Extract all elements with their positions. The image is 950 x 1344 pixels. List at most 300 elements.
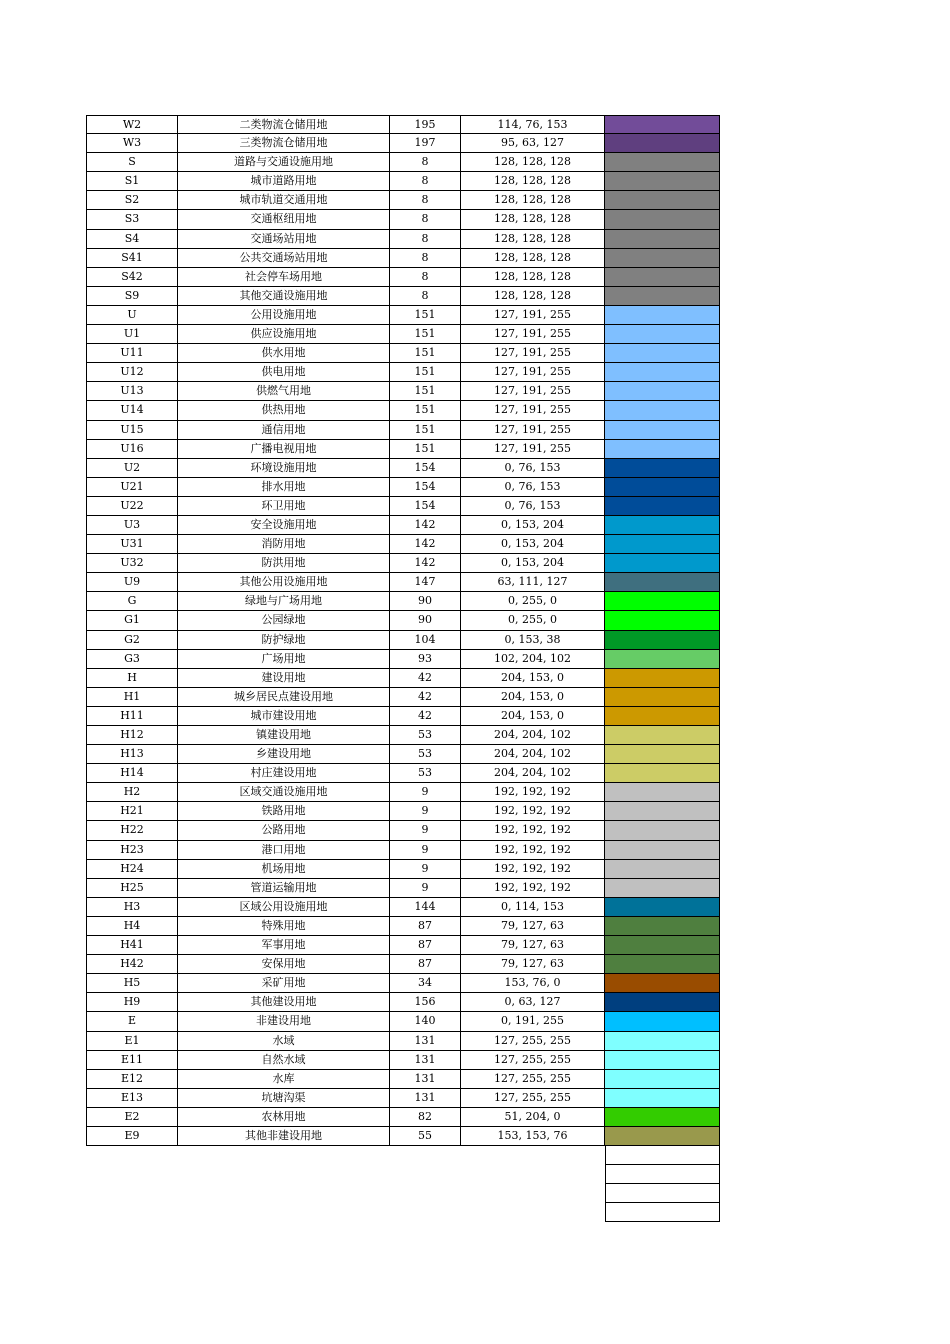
rgb-value-cell[interactable]: 51, 204, 0 (461, 1108, 605, 1127)
land-code-cell[interactable]: U (86, 306, 178, 325)
land-code-cell[interactable]: W2 (86, 115, 178, 134)
table-row (86, 1012, 720, 1031)
land-name-cell[interactable]: 城市轨道交通用地 (178, 191, 390, 210)
table-row (86, 1108, 720, 1127)
table-row (86, 516, 720, 535)
color-swatch-cell[interactable] (605, 172, 720, 191)
land-name-cell[interactable]: 镇建设用地 (178, 726, 390, 745)
color-index-cell[interactable]: 151 (390, 363, 461, 382)
table-row (86, 172, 720, 191)
land-code-cell[interactable]: S41 (86, 249, 178, 268)
color-index-cell[interactable]: 82 (390, 1108, 461, 1127)
land-code-cell[interactable]: G1 (86, 611, 178, 630)
land-name-cell[interactable]: 军事用地 (178, 936, 390, 955)
land-code-cell[interactable]: H21 (86, 802, 178, 821)
color-index-cell[interactable]: 90 (390, 592, 461, 611)
color-index-cell[interactable]: 8 (390, 230, 461, 249)
land-code-cell[interactable]: U11 (86, 344, 178, 363)
land-code-cell[interactable]: W3 (86, 134, 178, 153)
color-index-cell[interactable]: 9 (390, 783, 461, 802)
color-swatch-cell[interactable] (605, 478, 720, 497)
rgb-value-cell[interactable]: 127, 191, 255 (461, 363, 605, 382)
land-code-cell[interactable]: H4 (86, 917, 178, 936)
color-index-cell[interactable]: 195 (390, 115, 461, 134)
land-name-cell[interactable]: 供热用地 (178, 401, 390, 420)
color-index-cell[interactable]: 8 (390, 268, 461, 287)
land-name-cell[interactable]: 城市道路用地 (178, 172, 390, 191)
color-swatch-cell[interactable] (605, 325, 720, 344)
table-row (86, 898, 720, 917)
land-name-cell[interactable]: 建设用地 (178, 669, 390, 688)
land-code-cell[interactable]: U3 (86, 516, 178, 535)
color-swatch-cell[interactable] (605, 421, 720, 440)
color-swatch-cell[interactable] (605, 1051, 720, 1070)
color-index-cell[interactable]: 151 (390, 306, 461, 325)
land-name-cell[interactable]: 广场用地 (178, 650, 390, 669)
color-index-cell[interactable]: 131 (390, 1089, 461, 1108)
color-swatch-cell[interactable] (605, 936, 720, 955)
color-index-cell[interactable]: 34 (390, 974, 461, 993)
land-code-cell[interactable]: H12 (86, 726, 178, 745)
color-swatch-cell[interactable] (605, 268, 720, 287)
blank-swatch-rows (86, 1146, 720, 1222)
blank-spacer (86, 1165, 605, 1184)
table-row (86, 860, 720, 879)
land-name-cell[interactable]: 三类物流仓储用地 (178, 134, 390, 153)
color-swatch-cell[interactable] (605, 669, 720, 688)
color-swatch-cell[interactable] (605, 821, 720, 840)
land-code-cell[interactable]: U12 (86, 363, 178, 382)
blank-row (86, 1146, 720, 1165)
land-name-cell[interactable]: 供电用地 (178, 363, 390, 382)
land-name-cell[interactable]: 乡建设用地 (178, 745, 390, 764)
table-row (86, 401, 720, 420)
color-swatch-cell[interactable] (605, 554, 720, 573)
color-swatch-cell[interactable] (605, 516, 720, 535)
empty-swatch-cell[interactable] (605, 1146, 720, 1165)
rgb-value-cell[interactable]: 0, 63, 127 (461, 993, 605, 1012)
land-name-cell[interactable]: 公路用地 (178, 821, 390, 840)
rgb-value-cell[interactable]: 127, 191, 255 (461, 382, 605, 401)
rgb-value-cell[interactable]: 0, 153, 38 (461, 631, 605, 650)
land-name-cell[interactable]: 道路与交通设施用地 (178, 153, 390, 172)
color-index-cell[interactable]: 142 (390, 516, 461, 535)
land-code-cell[interactable]: E13 (86, 1089, 178, 1108)
color-index-cell[interactable]: 9 (390, 860, 461, 879)
land-code-cell[interactable]: H11 (86, 707, 178, 726)
rgb-value-cell[interactable]: 128, 128, 128 (461, 249, 605, 268)
color-index-cell[interactable]: 87 (390, 917, 461, 936)
color-swatch-cell[interactable] (605, 153, 720, 172)
land-code-cell[interactable]: U2 (86, 459, 178, 478)
rgb-value-cell[interactable]: 127, 191, 255 (461, 401, 605, 420)
table-row (86, 554, 720, 573)
land-code-cell[interactable]: E (86, 1012, 178, 1031)
land-code-cell[interactable]: U9 (86, 573, 178, 592)
land-code-cell[interactable]: H23 (86, 841, 178, 860)
color-index-cell[interactable]: 8 (390, 191, 461, 210)
rgb-value-cell[interactable]: 192, 192, 192 (461, 860, 605, 879)
land-name-cell[interactable]: 其他非建设用地 (178, 1127, 390, 1146)
color-swatch-cell[interactable] (605, 363, 720, 382)
color-index-cell[interactable]: 154 (390, 459, 461, 478)
land-name-cell[interactable]: 安保用地 (178, 955, 390, 974)
table-row (86, 153, 720, 172)
land-name-cell[interactable]: 通信用地 (178, 421, 390, 440)
blank-spacer (86, 1146, 605, 1165)
rgb-value-cell[interactable]: 204, 204, 102 (461, 745, 605, 764)
rgb-value-cell[interactable]: 79, 127, 63 (461, 955, 605, 974)
land-code-cell[interactable]: G3 (86, 650, 178, 669)
land-name-cell[interactable]: 社会停车场用地 (178, 268, 390, 287)
color-swatch-cell[interactable] (605, 917, 720, 936)
color-index-cell[interactable]: 151 (390, 421, 461, 440)
land-code-cell[interactable]: U22 (86, 497, 178, 516)
color-index-cell[interactable]: 131 (390, 1032, 461, 1051)
land-code-cell[interactable]: S (86, 153, 178, 172)
table-row (86, 1127, 720, 1146)
rgb-value-cell[interactable]: 128, 128, 128 (461, 191, 605, 210)
color-index-cell[interactable]: 8 (390, 210, 461, 229)
land-name-cell[interactable]: 防洪用地 (178, 554, 390, 573)
color-swatch-cell[interactable] (605, 344, 720, 363)
table-row (86, 879, 720, 898)
land-code-cell[interactable]: G2 (86, 631, 178, 650)
rgb-value-cell[interactable]: 128, 128, 128 (461, 172, 605, 191)
land-name-cell[interactable]: 管道运输用地 (178, 879, 390, 898)
table-row (86, 631, 720, 650)
land-name-cell[interactable]: 排水用地 (178, 478, 390, 497)
land-code-cell[interactable]: U1 (86, 325, 178, 344)
color-index-cell[interactable]: 53 (390, 745, 461, 764)
color-swatch-cell[interactable] (605, 764, 720, 783)
rgb-value-cell[interactable]: 0, 191, 255 (461, 1012, 605, 1031)
color-index-cell[interactable]: 151 (390, 440, 461, 459)
land-name-cell[interactable]: 供燃气用地 (178, 382, 390, 401)
land-code-cell[interactable]: E9 (86, 1127, 178, 1146)
color-index-cell[interactable]: 90 (390, 611, 461, 630)
empty-swatch-cell[interactable] (605, 1203, 720, 1222)
color-index-cell[interactable]: 87 (390, 955, 461, 974)
land-name-cell[interactable]: 水域 (178, 1032, 390, 1051)
land-name-cell[interactable]: 交通枢纽用地 (178, 210, 390, 229)
rgb-value-cell[interactable]: 102, 204, 102 (461, 650, 605, 669)
rgb-value-cell[interactable]: 0, 153, 204 (461, 554, 605, 573)
land-name-cell[interactable]: 坑塘沟渠 (178, 1089, 390, 1108)
color-swatch-cell[interactable] (605, 802, 720, 821)
color-index-cell[interactable]: 8 (390, 287, 461, 306)
color-swatch-cell[interactable] (605, 401, 720, 420)
rgb-value-cell[interactable]: 127, 191, 255 (461, 440, 605, 459)
color-swatch-cell[interactable] (605, 115, 720, 134)
rgb-value-cell[interactable]: 128, 128, 128 (461, 230, 605, 249)
land-code-cell[interactable]: U16 (86, 440, 178, 459)
land-code-cell[interactable]: H42 (86, 955, 178, 974)
color-swatch-cell[interactable] (605, 382, 720, 401)
land-name-cell[interactable]: 交通场站用地 (178, 230, 390, 249)
color-swatch-cell[interactable] (605, 955, 720, 974)
land-name-cell[interactable]: 二类物流仓储用地 (178, 115, 390, 134)
land-code-cell[interactable]: H9 (86, 993, 178, 1012)
rgb-value-cell[interactable]: 128, 128, 128 (461, 268, 605, 287)
color-index-cell[interactable]: 55 (390, 1127, 461, 1146)
land-name-cell[interactable]: 消防用地 (178, 535, 390, 554)
color-index-cell[interactable]: 131 (390, 1070, 461, 1089)
rgb-value-cell[interactable]: 127, 191, 255 (461, 344, 605, 363)
color-swatch-cell[interactable] (605, 783, 720, 802)
land-code-cell[interactable]: U21 (86, 478, 178, 497)
color-swatch-cell[interactable] (605, 1108, 720, 1127)
rgb-value-cell[interactable]: 128, 128, 128 (461, 153, 605, 172)
color-index-cell[interactable]: 42 (390, 688, 461, 707)
land-name-cell[interactable]: 环境设施用地 (178, 459, 390, 478)
rgb-value-cell[interactable]: 204, 204, 102 (461, 726, 605, 745)
color-swatch-cell[interactable] (605, 191, 720, 210)
color-index-cell[interactable]: 154 (390, 497, 461, 516)
color-index-cell[interactable]: 93 (390, 650, 461, 669)
land-name-cell[interactable]: 村庄建设用地 (178, 764, 390, 783)
land-code-cell[interactable]: H1 (86, 688, 178, 707)
land-name-cell[interactable]: 安全设施用地 (178, 516, 390, 535)
land-use-color-table (86, 115, 720, 1222)
color-index-cell[interactable]: 9 (390, 821, 461, 840)
color-swatch-cell[interactable] (605, 993, 720, 1012)
color-swatch-cell[interactable] (605, 611, 720, 630)
color-swatch-cell[interactable] (605, 650, 720, 669)
rgb-value-cell[interactable]: 192, 192, 192 (461, 783, 605, 802)
rgb-value-cell[interactable]: 204, 153, 0 (461, 707, 605, 726)
land-name-cell[interactable]: 城市建设用地 (178, 707, 390, 726)
land-name-cell[interactable]: 区域交通设施用地 (178, 783, 390, 802)
color-index-cell[interactable]: 142 (390, 554, 461, 573)
color-swatch-cell[interactable] (605, 1070, 720, 1089)
color-index-cell[interactable]: 140 (390, 1012, 461, 1031)
color-swatch-cell[interactable] (605, 860, 720, 879)
rgb-value-cell[interactable]: 153, 153, 76 (461, 1127, 605, 1146)
color-index-cell[interactable]: 8 (390, 249, 461, 268)
rgb-value-cell[interactable]: 114, 76, 153 (461, 115, 605, 134)
rgb-value-cell[interactable]: 127, 191, 255 (461, 306, 605, 325)
land-code-cell[interactable]: H13 (86, 745, 178, 764)
color-index-cell[interactable]: 9 (390, 879, 461, 898)
table-row (86, 783, 720, 802)
land-code-cell[interactable]: E2 (86, 1108, 178, 1127)
color-swatch-cell[interactable] (605, 745, 720, 764)
rgb-value-cell[interactable]: 127, 255, 255 (461, 1089, 605, 1108)
land-code-cell[interactable]: S1 (86, 172, 178, 191)
land-code-cell[interactable]: S2 (86, 191, 178, 210)
land-name-cell[interactable]: 自然水域 (178, 1051, 390, 1070)
color-index-cell[interactable]: 197 (390, 134, 461, 153)
blank-spacer (86, 1203, 605, 1222)
empty-swatch-cell[interactable] (605, 1184, 720, 1203)
land-name-cell[interactable]: 环卫用地 (178, 497, 390, 516)
color-swatch-cell[interactable] (605, 898, 720, 917)
color-index-cell[interactable]: 144 (390, 898, 461, 917)
rgb-value-cell[interactable]: 204, 153, 0 (461, 669, 605, 688)
land-name-cell[interactable]: 农林用地 (178, 1108, 390, 1127)
land-code-cell[interactable]: H14 (86, 764, 178, 783)
land-name-cell[interactable]: 其他建设用地 (178, 993, 390, 1012)
table-row (86, 688, 720, 707)
color-swatch-cell[interactable] (605, 974, 720, 993)
rgb-value-cell[interactable]: 128, 128, 128 (461, 210, 605, 229)
color-index-cell[interactable]: 151 (390, 344, 461, 363)
land-code-cell[interactable]: U31 (86, 535, 178, 554)
land-code-cell[interactable]: H22 (86, 821, 178, 840)
rgb-value-cell[interactable]: 0, 114, 153 (461, 898, 605, 917)
rgb-value-cell[interactable]: 63, 111, 127 (461, 573, 605, 592)
color-index-cell[interactable]: 8 (390, 153, 461, 172)
color-swatch-cell[interactable] (605, 1032, 720, 1051)
table-row (86, 287, 720, 306)
color-swatch-cell[interactable] (605, 287, 720, 306)
table-body (86, 115, 720, 1146)
color-index-cell[interactable]: 104 (390, 631, 461, 650)
color-swatch-cell[interactable] (605, 230, 720, 249)
color-swatch-cell[interactable] (605, 1012, 720, 1031)
land-name-cell[interactable]: 城乡居民点建设用地 (178, 688, 390, 707)
rgb-value-cell[interactable]: 192, 192, 192 (461, 841, 605, 860)
land-name-cell[interactable]: 其他公用设施用地 (178, 573, 390, 592)
rgb-value-cell[interactable]: 127, 255, 255 (461, 1051, 605, 1070)
land-code-cell[interactable]: U15 (86, 421, 178, 440)
land-code-cell[interactable]: S4 (86, 230, 178, 249)
color-index-cell[interactable]: 147 (390, 573, 461, 592)
color-swatch-cell[interactable] (605, 592, 720, 611)
land-code-cell[interactable]: H2 (86, 783, 178, 802)
rgb-value-cell[interactable]: 127, 255, 255 (461, 1070, 605, 1089)
land-code-cell[interactable]: H25 (86, 879, 178, 898)
land-name-cell[interactable]: 非建设用地 (178, 1012, 390, 1031)
color-swatch-cell[interactable] (605, 879, 720, 898)
color-swatch-cell[interactable] (605, 1127, 720, 1146)
land-name-cell[interactable]: 特殊用地 (178, 917, 390, 936)
color-swatch-cell[interactable] (605, 726, 720, 745)
rgb-value-cell[interactable]: 128, 128, 128 (461, 287, 605, 306)
color-swatch-cell[interactable] (605, 1089, 720, 1108)
rgb-value-cell[interactable]: 204, 153, 0 (461, 688, 605, 707)
color-index-cell[interactable]: 131 (390, 1051, 461, 1070)
table-row (86, 1032, 720, 1051)
land-name-cell[interactable]: 铁路用地 (178, 802, 390, 821)
rgb-value-cell[interactable]: 127, 255, 255 (461, 1032, 605, 1051)
rgb-value-cell[interactable]: 192, 192, 192 (461, 802, 605, 821)
rgb-value-cell[interactable]: 79, 127, 63 (461, 936, 605, 955)
land-name-cell[interactable]: 公共交通场站用地 (178, 249, 390, 268)
land-name-cell[interactable]: 区域公用设施用地 (178, 898, 390, 917)
color-index-cell[interactable]: 87 (390, 936, 461, 955)
color-index-cell[interactable]: 42 (390, 707, 461, 726)
color-index-cell[interactable]: 8 (390, 172, 461, 191)
rgb-value-cell[interactable]: 0, 76, 153 (461, 478, 605, 497)
rgb-value-cell[interactable]: 192, 192, 192 (461, 821, 605, 840)
land-code-cell[interactable]: S3 (86, 210, 178, 229)
color-index-cell[interactable]: 151 (390, 382, 461, 401)
land-code-cell[interactable]: S42 (86, 268, 178, 287)
land-code-cell[interactable]: E11 (86, 1051, 178, 1070)
color-swatch-cell[interactable] (605, 440, 720, 459)
land-code-cell[interactable]: S9 (86, 287, 178, 306)
rgb-value-cell[interactable]: 204, 204, 102 (461, 764, 605, 783)
color-swatch-cell[interactable] (605, 210, 720, 229)
land-name-cell[interactable]: 其他交通设施用地 (178, 287, 390, 306)
color-swatch-cell[interactable] (605, 497, 720, 516)
land-code-cell[interactable]: H41 (86, 936, 178, 955)
land-code-cell[interactable]: U14 (86, 401, 178, 420)
land-code-cell[interactable]: H24 (86, 860, 178, 879)
rgb-value-cell[interactable]: 153, 76, 0 (461, 974, 605, 993)
color-index-cell[interactable]: 9 (390, 841, 461, 860)
land-code-cell[interactable]: H3 (86, 898, 178, 917)
blank-row (86, 1184, 720, 1203)
color-index-cell[interactable]: 151 (390, 325, 461, 344)
rgb-value-cell[interactable]: 127, 191, 255 (461, 325, 605, 344)
land-name-cell[interactable]: 水库 (178, 1070, 390, 1089)
land-code-cell[interactable]: U13 (86, 382, 178, 401)
rgb-value-cell[interactable]: 0, 153, 204 (461, 516, 605, 535)
color-swatch-cell[interactable] (605, 707, 720, 726)
land-name-cell[interactable]: 供应设施用地 (178, 325, 390, 344)
color-index-cell[interactable]: 53 (390, 764, 461, 783)
land-name-cell[interactable]: 防护绿地 (178, 631, 390, 650)
color-swatch-cell[interactable] (605, 841, 720, 860)
land-name-cell[interactable]: 机场用地 (178, 860, 390, 879)
land-code-cell[interactable]: H5 (86, 974, 178, 993)
table-row (86, 611, 720, 630)
color-index-cell[interactable]: 9 (390, 802, 461, 821)
color-index-cell[interactable]: 154 (390, 478, 461, 497)
land-name-cell[interactable]: 公园绿地 (178, 611, 390, 630)
land-name-cell[interactable]: 港口用地 (178, 841, 390, 860)
land-name-cell[interactable]: 采矿用地 (178, 974, 390, 993)
color-index-cell[interactable]: 42 (390, 669, 461, 688)
land-name-cell[interactable]: 公用设施用地 (178, 306, 390, 325)
color-swatch-cell[interactable] (605, 249, 720, 268)
land-code-cell[interactable]: U32 (86, 554, 178, 573)
color-index-cell[interactable]: 53 (390, 726, 461, 745)
rgb-value-cell[interactable]: 0, 255, 0 (461, 611, 605, 630)
rgb-value-cell[interactable]: 95, 63, 127 (461, 134, 605, 153)
land-name-cell[interactable]: 供水用地 (178, 344, 390, 363)
color-swatch-cell[interactable] (605, 631, 720, 650)
land-code-cell[interactable]: E1 (86, 1032, 178, 1051)
rgb-value-cell[interactable]: 0, 76, 153 (461, 497, 605, 516)
rgb-value-cell[interactable]: 79, 127, 63 (461, 917, 605, 936)
rgb-value-cell[interactable]: 0, 153, 204 (461, 535, 605, 554)
rgb-value-cell[interactable]: 0, 255, 0 (461, 592, 605, 611)
rgb-value-cell[interactable]: 192, 192, 192 (461, 879, 605, 898)
color-swatch-cell[interactable] (605, 688, 720, 707)
color-index-cell[interactable]: 156 (390, 993, 461, 1012)
land-code-cell[interactable]: H (86, 669, 178, 688)
rgb-value-cell[interactable]: 0, 76, 153 (461, 459, 605, 478)
land-name-cell[interactable]: 广播电视用地 (178, 440, 390, 459)
table-row (86, 478, 720, 497)
empty-swatch-cell[interactable] (605, 1165, 720, 1184)
color-swatch-cell[interactable] (605, 134, 720, 153)
color-swatch-cell[interactable] (605, 459, 720, 478)
color-swatch-cell[interactable] (605, 306, 720, 325)
color-swatch-cell[interactable] (605, 573, 720, 592)
land-name-cell[interactable]: 绿地与广场用地 (178, 592, 390, 611)
rgb-value-cell[interactable]: 127, 191, 255 (461, 421, 605, 440)
color-swatch-cell[interactable] (605, 535, 720, 554)
land-code-cell[interactable]: E12 (86, 1070, 178, 1089)
color-index-cell[interactable]: 151 (390, 401, 461, 420)
color-index-cell[interactable]: 142 (390, 535, 461, 554)
land-code-cell[interactable]: G (86, 592, 178, 611)
